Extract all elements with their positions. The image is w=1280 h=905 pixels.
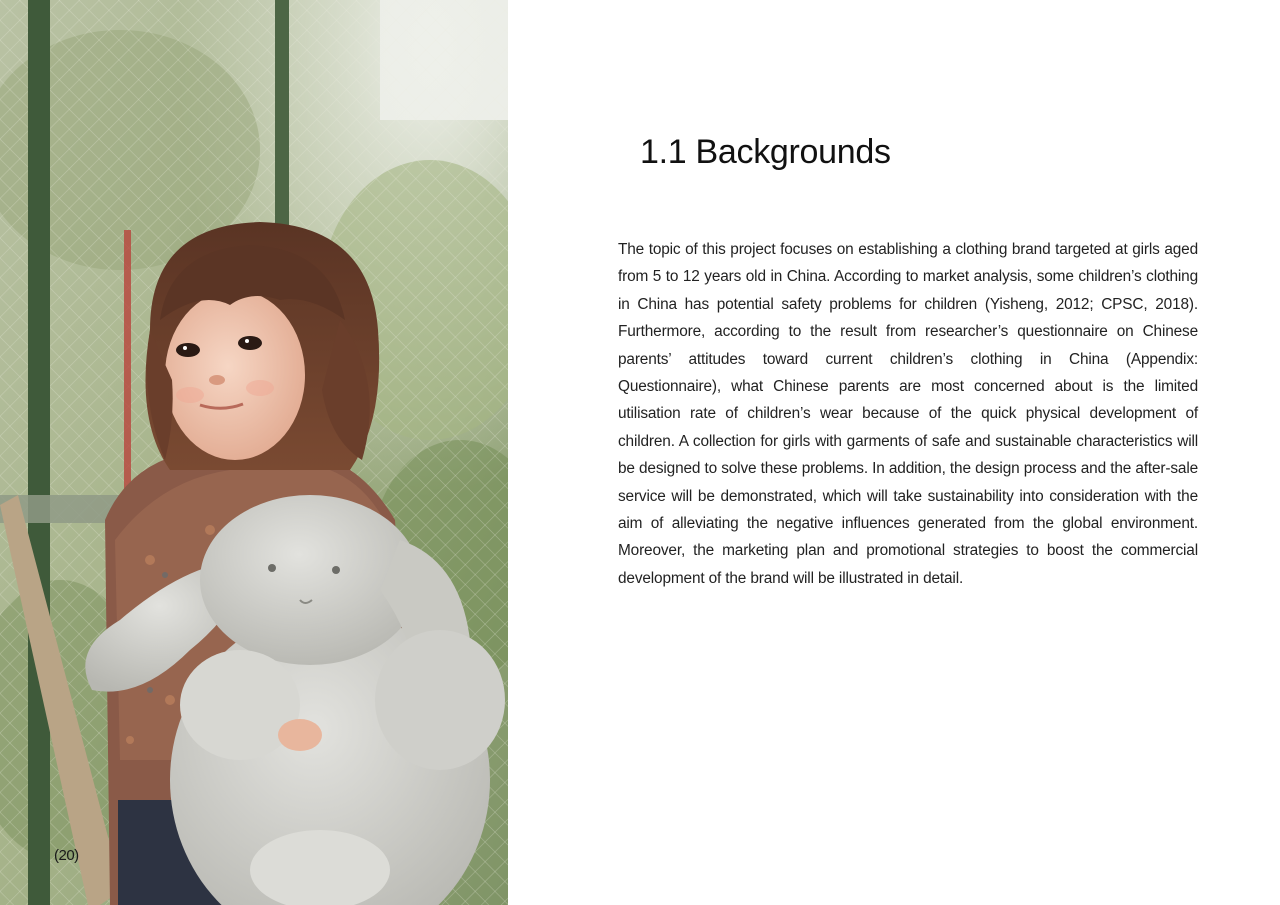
section-heading: 1.1 Backgrounds (640, 133, 891, 171)
photo-illustration (0, 0, 508, 905)
page-number: (20) (54, 847, 79, 864)
photo-girl-with-plush-bunny (0, 0, 508, 905)
section-body-paragraph: The topic of this project focuses on establishing a clothing brand targeted at girls aged from 5 to 12 years old in China. According to market analysis, some children’s clothing in China has potential safety problems for children (Yisheng, 2012; CPSC, 2018). Furthermore, according to the result from researcher’s questionnaire on Chinese parents’ attitudes toward current children’s clothing in China (Appendix: Questionnaire), what Chinese parents are most concerned about is the limited utilisation rate of children’s wear because of the quick physical development of children. A collection for girls with garments of safe and sustainable characteristics will be designed to solve these problems. In addition, the design process and the after-sale service will be demonstrated, which will take sustainability into consideration with the aim of alleviating the negative influences generated from the global environment. Moreover, the marketing plan and promotional strategies to boost the commercial development of the brand will be illustrated in detail. (618, 241, 1198, 587)
